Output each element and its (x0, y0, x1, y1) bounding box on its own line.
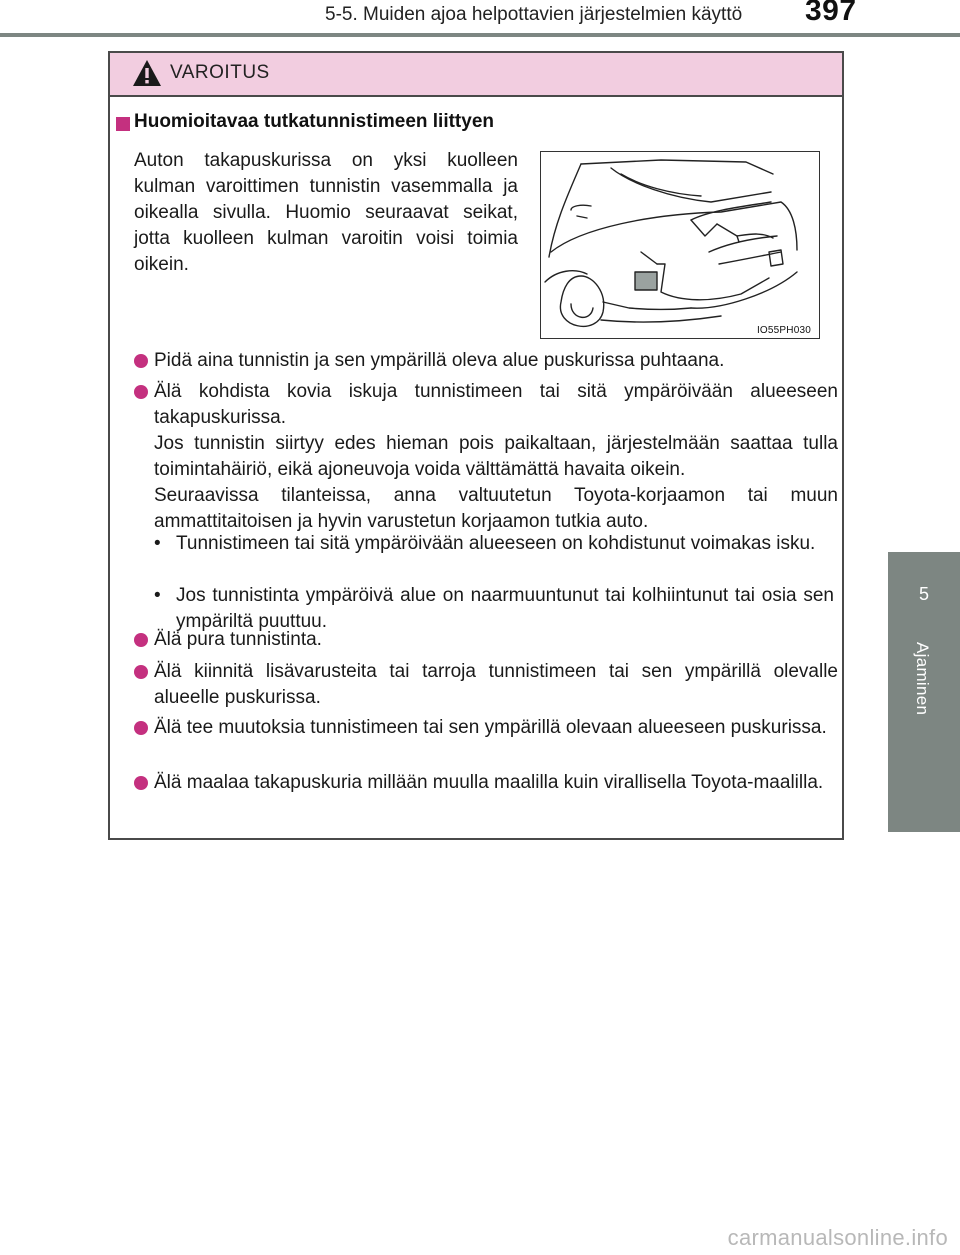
bullet-text: Pidä aina tunnistin ja sen ympärillä oleva alue puskurissa puhtaana. (154, 350, 725, 371)
chapter-label: Ajaminen (913, 642, 932, 716)
bullet-item-4 (134, 659, 838, 711)
sub-bullet-item-1 (154, 531, 834, 557)
header-rule (0, 33, 960, 37)
bullet-item-1 (134, 348, 838, 374)
bullet-dot-icon (134, 721, 148, 735)
bullet-text: Älä tee muutoksia tunnistimeen tai sen ympärillä olevaan alueeseen puskurissa. (154, 717, 827, 738)
bullet-dot-icon (134, 354, 148, 368)
intro-paragraph: Auton takapuskurissa on yksi kuolleen kulman varoittimen tunnistin vasemmalla ja oikealla sivulla. Huomio seuraavat seikat, jotta kuolleen kulman varoitin voisi toimia oikein. (134, 150, 518, 275)
bullet-text-detail: Seuraavissa tilanteissa, anna valtuutetun Toyota-korjaamon tai muun ammattitaitoisen ja hyvin varustetun korjaamon tutkia auto. (154, 485, 838, 532)
bullet-text: Älä maalaa takapuskuria millään muulla maalilla kuin virallisella Toyota-maalilla. (154, 772, 824, 793)
page-number: 397 (805, 0, 857, 27)
sub-bullet-text: Tunnistimeen tai sitä ympäröivään alueeseen on kohdistunut voimakas isku. (176, 533, 816, 554)
bullet-dot-icon (134, 665, 148, 679)
chapter-side-tab (888, 552, 960, 832)
sub-bullet-text: Jos tunnistinta ympäröivä alue on naarmuuntunut tai kolhiintunut tai osia sen ympäriltä puuttuu. (176, 585, 834, 632)
rear-bumper-figure (540, 151, 820, 339)
bullet-item-5 (134, 715, 838, 741)
section-title: Huomioitavaa tutkatunnistimeen liittyen (134, 111, 494, 132)
header-title: 5-5. Muiden ajoa helpottavien järjestelmien käyttö (325, 4, 743, 25)
section-marker-icon (116, 117, 130, 131)
bullet-text-detail: Jos tunnistin siirtyy edes hieman pois paikaltaan, järjestelmään saattaa tulla toimintahäiriö, eikä ajoneuvoja voida välttämättä havaita oikein. (154, 433, 838, 480)
car-rear-illustration-icon (541, 152, 818, 337)
warning-triangle-icon (132, 59, 162, 87)
bullet-dot-icon (134, 633, 148, 647)
warning-label: VAROITUS (170, 62, 270, 83)
warning-box (108, 51, 844, 840)
chapter-number: 5 (918, 584, 929, 604)
bullet-text: Älä kiinnitä lisävarusteita tai tarroja tunnistimeen tai sen ympärillä olevalle alueelle puskurissa. (154, 661, 838, 708)
sub-bullet-icon: • (154, 533, 161, 554)
bullet-text: Älä kohdista kovia iskuja tunnistimeen tai sitä ympäröivään alueeseen takapuskurissa. (154, 381, 838, 428)
warning-header (110, 53, 842, 97)
bullet-item-6 (134, 770, 838, 796)
figure-code: IO55PH030 (756, 325, 811, 336)
bullet-item-2 (134, 379, 838, 535)
bullet-text: Älä pura tunnistinta. (154, 629, 322, 650)
bullet-dot-icon (134, 776, 148, 790)
sub-bullet-icon: • (154, 585, 161, 606)
bullet-dot-icon (134, 385, 148, 399)
bullet-item-3 (134, 627, 838, 653)
watermark: carmanualsonline.info (727, 1225, 948, 1250)
